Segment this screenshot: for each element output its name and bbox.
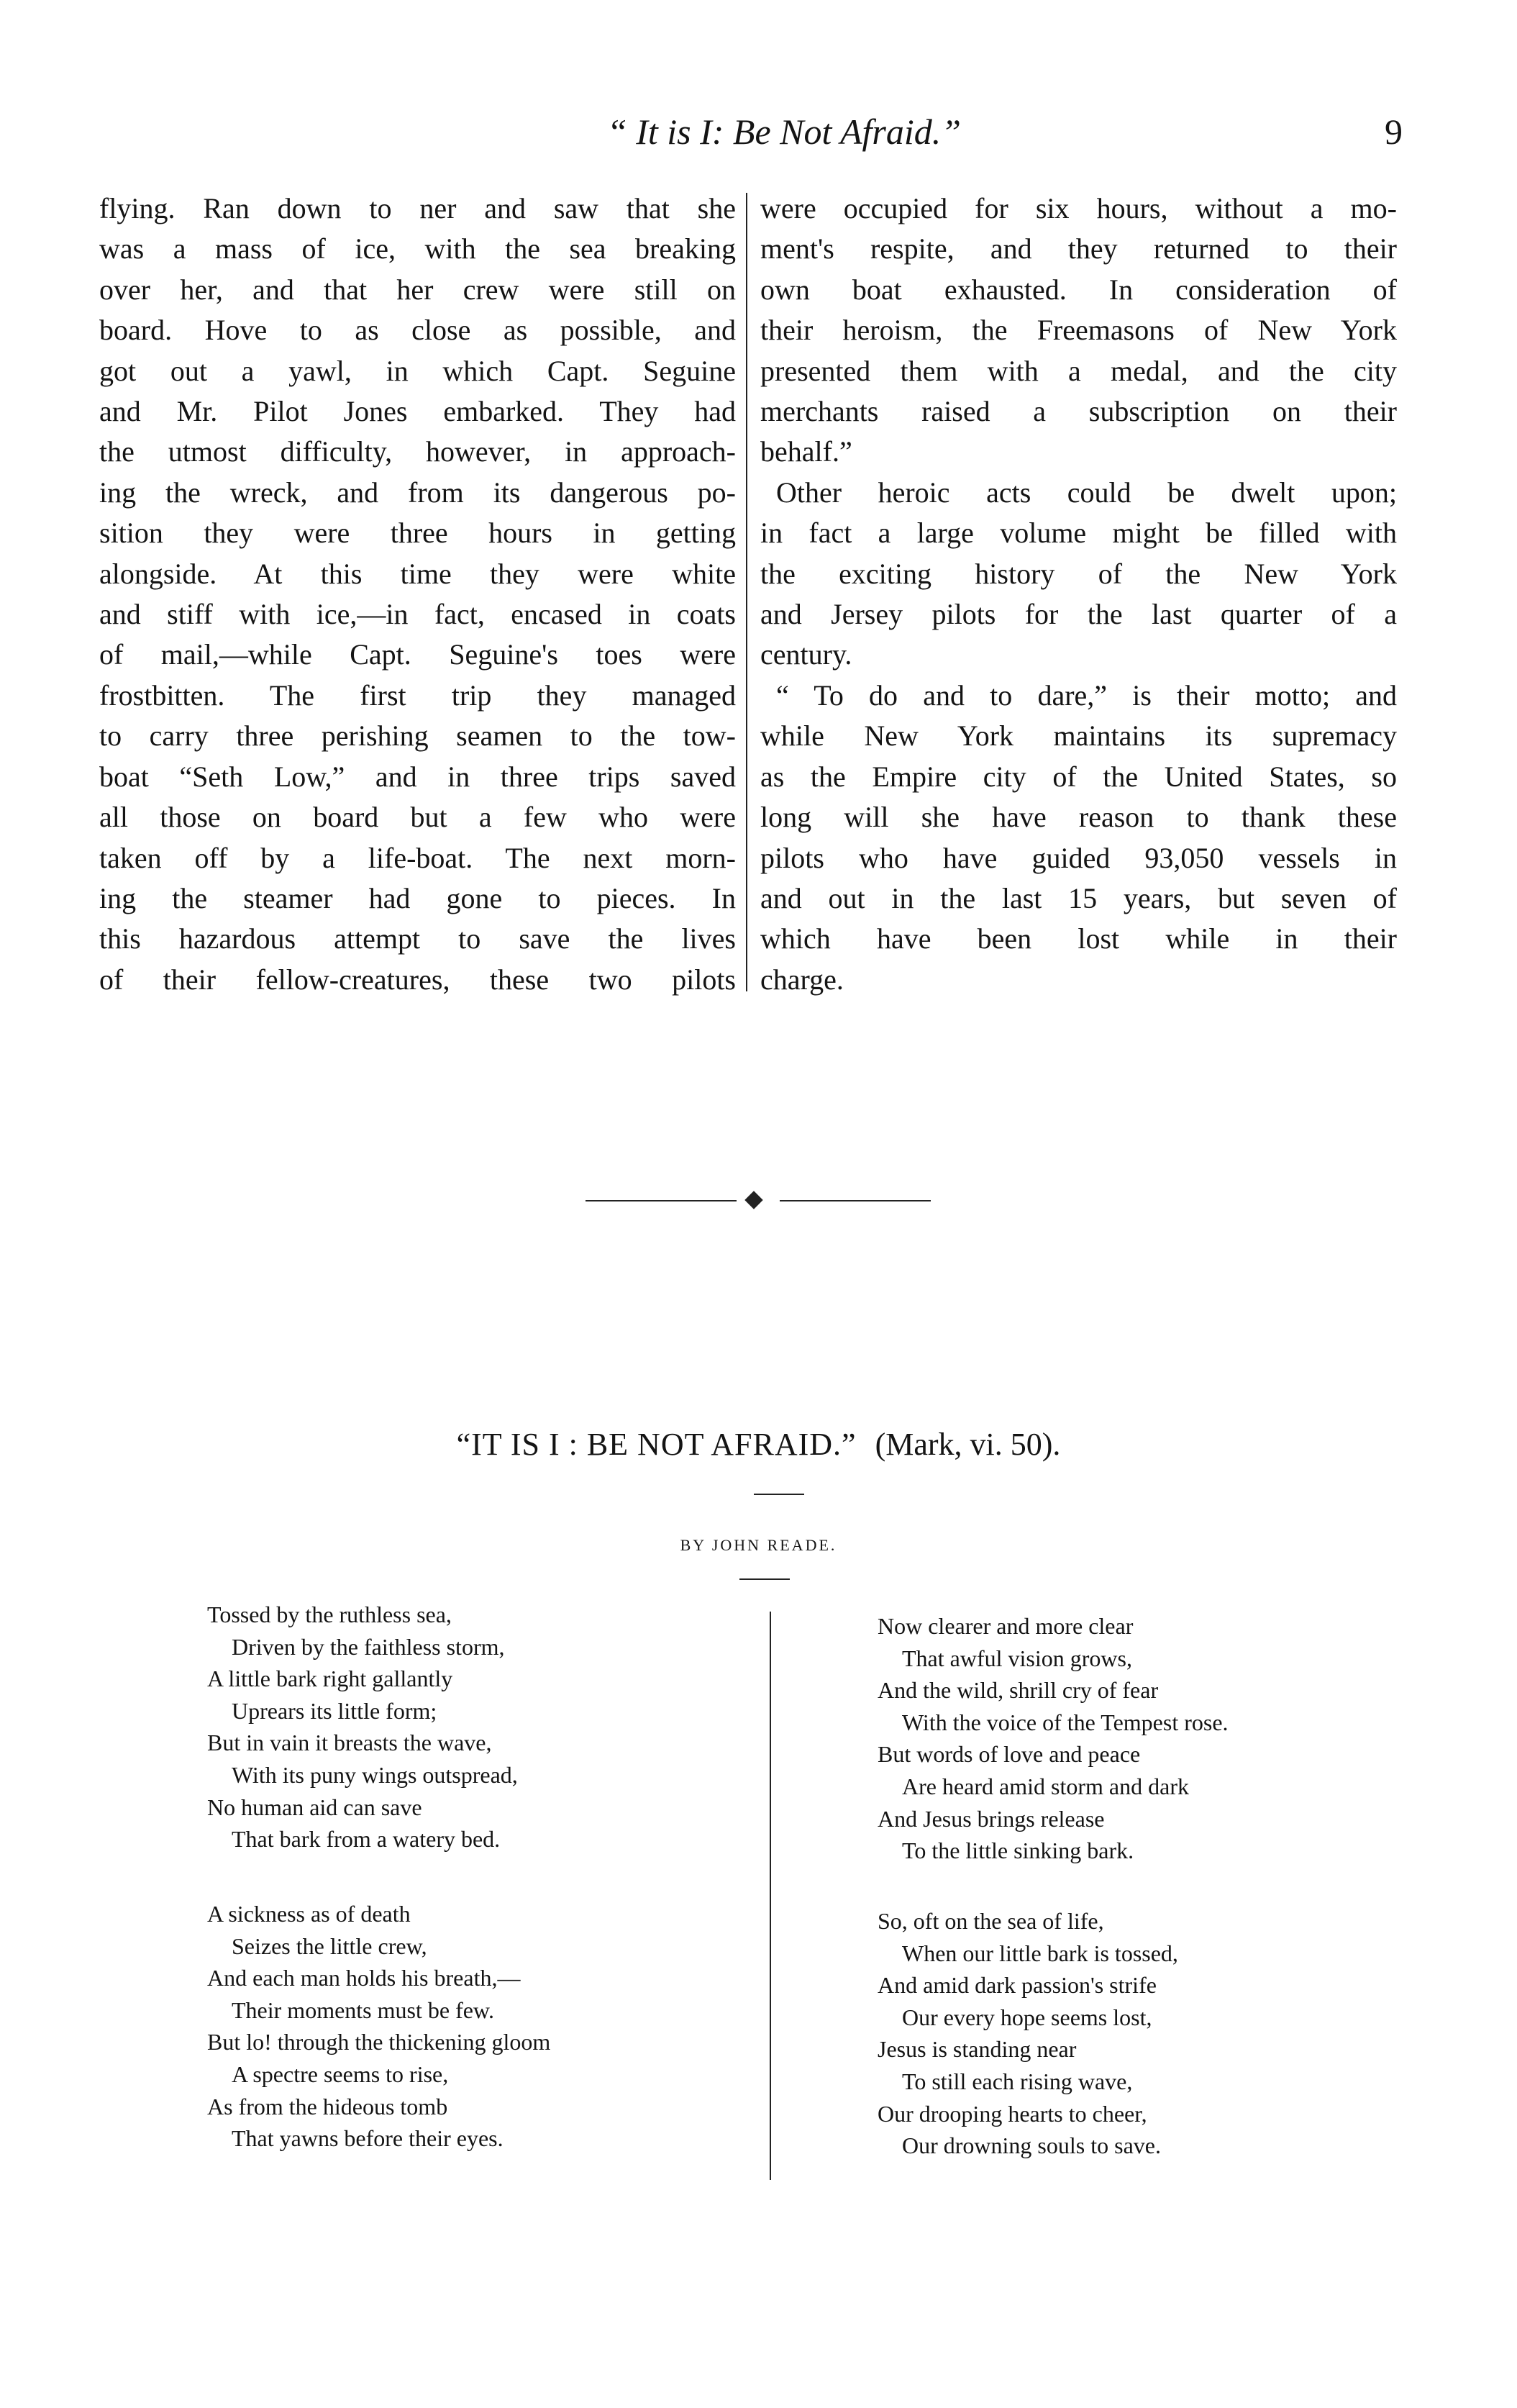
text-line: century.	[760, 638, 852, 671]
verse-line: And each man holds his breath,—	[207, 1965, 521, 1991]
text-line: own boat exhausted. In consideration of	[760, 273, 1397, 306]
verse-line: But in vain it breasts the wave,	[207, 1730, 492, 1756]
text-line: ing the steamer had gone to pieces. In	[99, 881, 736, 914]
text-line: the exciting history of the New York	[760, 557, 1397, 590]
text-line: was a mass of ice, with the sea breaking	[99, 232, 736, 265]
running-head	[0, 106, 1517, 164]
text-line: boat “Seth Low,” and in three trips saved	[99, 760, 736, 793]
text-line: as the Empire city of the United States, so	[760, 760, 1397, 793]
section-ornament	[586, 1190, 931, 1212]
verse-line: Our drooping hearts to cheer,	[878, 2100, 1147, 2127]
verse-line: So, oft on the sea of life,	[878, 1908, 1104, 1934]
column-divider	[746, 193, 747, 991]
text-line: while New York maintains its supremacy	[760, 719, 1397, 753]
ornament-line-left	[586, 1200, 737, 1201]
poem-stanza-3	[878, 1610, 1229, 1867]
text-line: and out in the last 15 years, but seven of	[760, 881, 1397, 914]
verse-line: Seizes the little crew,	[232, 1932, 427, 1959]
poem-title-text: “IT IS I : BE NOT AFRAID.”	[456, 1427, 857, 1462]
text-line: sition they were three hours in getting	[99, 517, 736, 550]
verse-line: But words of love and peace	[878, 1741, 1141, 1768]
verse-line: That bark from a watery bed.	[232, 1826, 501, 1853]
verse-line: Our every hope seems lost,	[902, 2004, 1152, 2030]
verse-line: A little bark right gallantly	[207, 1666, 453, 1692]
text-line: flying. Ran down to ner and saw that she	[99, 192, 736, 224]
running-title: “ It is I: Be Not Afraid.”	[606, 112, 962, 152]
text-line: of their fellow-creatures, these two pilots	[99, 963, 736, 996]
text-line: over her, and that her crew were still on	[99, 273, 736, 306]
text-line: taken off by a life-boat. The next morn-	[99, 841, 736, 874]
verse-line: No human aid can save	[207, 1794, 422, 1820]
poem-byline: BY JOHN READE.	[680, 1536, 837, 1554]
text-line: pilots who have guided 93,050 vessels in	[760, 841, 1397, 874]
verse-line: Now clearer and more clear	[878, 1613, 1134, 1639]
text-line: presented them with a medal, and the city	[760, 354, 1397, 387]
text-line: behalf.”	[760, 435, 852, 468]
verse-line: A sickness as of death	[207, 1901, 411, 1927]
verse-line: Driven by the faithless storm,	[232, 1633, 505, 1660]
text-line: and stiff with ice,—in fact, encased in coats	[99, 598, 736, 631]
text-line: board. Hove to as close as possible, and	[99, 314, 736, 347]
text-line: the utmost difficulty, however, in approach-	[99, 435, 736, 468]
verse-line: With its puny wings outspread,	[232, 1761, 518, 1788]
byline-rule	[739, 1578, 790, 1580]
verse-line: Tossed by the ruthless sea,	[207, 1601, 452, 1627]
text-line: were occupied for six hours, without a mo-	[760, 192, 1397, 224]
text-line: merchants raised a subscription on their	[760, 395, 1397, 428]
text-line: to carry three perishing seamen to the tow-	[99, 719, 736, 753]
text-line: in fact a large volume might be filled with	[760, 517, 1397, 550]
text-line: which have been lost while in their	[760, 922, 1397, 955]
text-line: got out a yawl, in which Capt. Seguine	[99, 354, 736, 387]
verse-line: But lo! through the thickening gloom	[207, 2029, 551, 2055]
verse-line: Our drowning souls to save.	[902, 2132, 1161, 2159]
text-line: “ To do and to dare,” is their motto; and	[776, 678, 1397, 712]
poem-stanza-2	[207, 1898, 550, 2155]
text-line: long will she have reason to thank these	[760, 801, 1397, 834]
verse-line: Uprears its little form;	[232, 1697, 437, 1724]
verse-line: To still each rising wave,	[902, 2068, 1133, 2094]
article-right-column	[760, 188, 1397, 1000]
text-line: of mail,—while Capt. Seguine's toes were	[99, 638, 736, 671]
verse-line: And amid dark passion's strife	[878, 1972, 1157, 1999]
verse-line: And the wild, shrill cry of fear	[878, 1677, 1159, 1704]
text-line: and Mr. Pilot Jones embarked. They had	[99, 395, 736, 428]
verse-line: When our little bark is tossed,	[902, 1940, 1178, 1966]
verse-line: That awful vision grows,	[902, 1645, 1132, 1671]
verse-line: Jesus is standing near	[878, 2036, 1077, 2063]
verse-line: That yawns before their eyes.	[232, 2125, 504, 2152]
title-rule	[754, 1494, 804, 1495]
verse-line: And Jesus brings release	[878, 1805, 1105, 1832]
text-line: alongside. At this time they were white	[99, 557, 736, 590]
text-line: and Jersey pilots for the last quarter of a	[760, 598, 1397, 631]
ornament-line-right	[780, 1200, 931, 1201]
text-line: charge.	[760, 963, 844, 996]
poem-stanza-4	[878, 1905, 1178, 2162]
poem-title	[0, 1423, 1517, 1466]
text-line: frostbitten. The first trip they managed	[99, 678, 736, 712]
text-line: ment's respite, and they returned to their	[760, 232, 1397, 265]
poem-column-divider	[770, 1612, 771, 2180]
text-line: ing the wreck, and from its dangerous po-	[99, 476, 736, 509]
verse-line: As from the hideous tomb	[207, 2093, 448, 2120]
text-line: Other heroic acts could be dwelt upon;	[776, 476, 1397, 509]
text-line: all those on board but a few who were	[99, 801, 736, 834]
verse-line: To the little sinking bark.	[902, 1837, 1134, 1864]
verse-line: A spectre seems to rise,	[232, 2061, 449, 2087]
poem-stanza-1	[207, 1599, 518, 1855]
verse-line: Are heard amid storm and dark	[902, 1773, 1189, 1799]
scripture-reference: (Mark, vi. 50).	[875, 1427, 1061, 1462]
text-line: this hazardous attempt to save the lives	[99, 922, 736, 955]
verse-line: Their moments must be few.	[232, 1996, 494, 2023]
verse-line: With the voice of the Tempest rose.	[902, 1709, 1229, 1735]
diamond-icon	[744, 1191, 762, 1209]
article-left-column	[99, 188, 736, 1000]
text-line: their heroism, the Freemasons of New York	[760, 314, 1397, 347]
page-number: 9	[1385, 112, 1403, 152]
